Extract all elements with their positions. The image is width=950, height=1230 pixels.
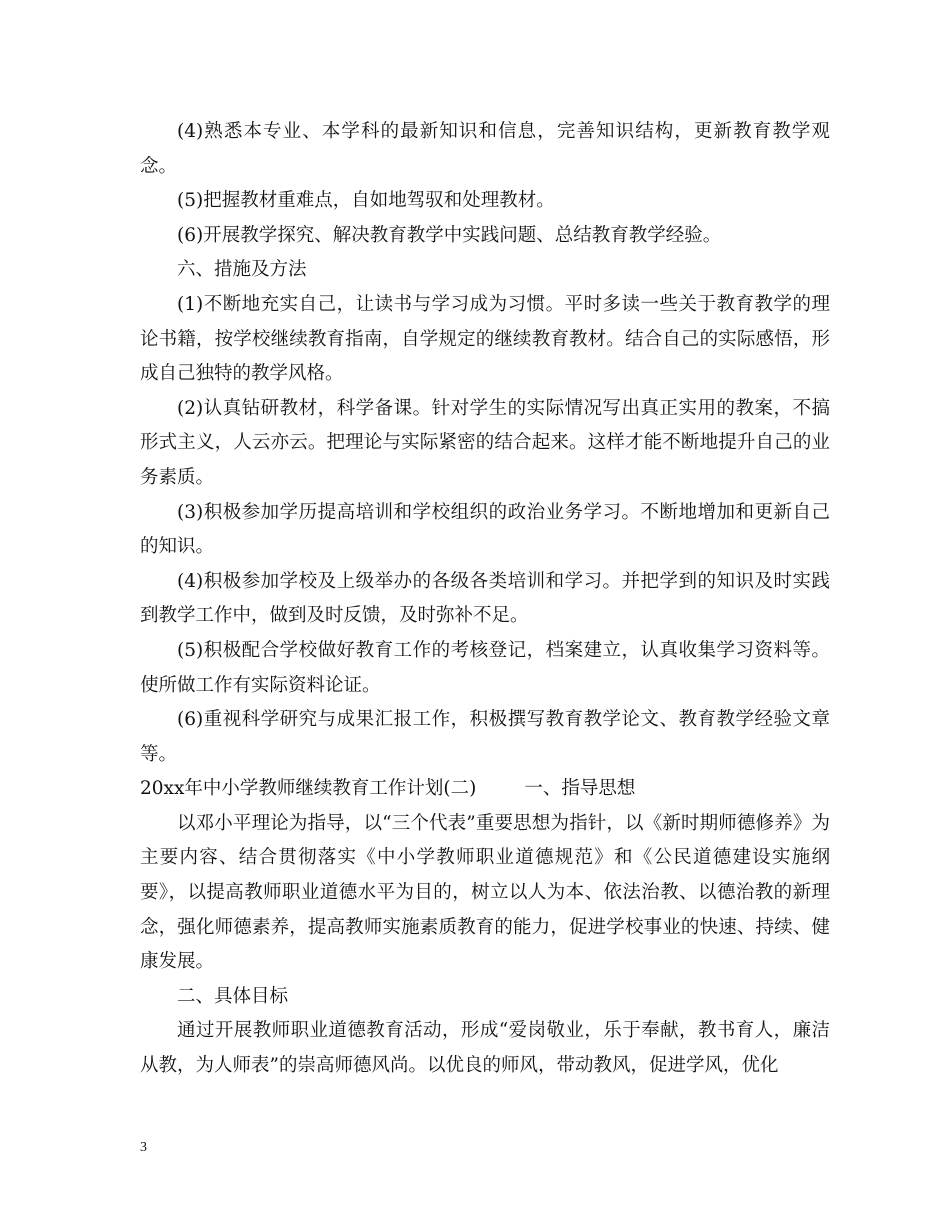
measure-6: (6)重视科学研究与成果汇报工作，积极撰写教育教学论文、教育教学经验文章等。 xyxy=(140,709,830,765)
goals-paragraph: 通过开展教师职业道德教育活动，形成“爱岗敬业，乐于奉献，教书育人，廉洁从教，为人师表”的崇高师德风尚。以优良的师风，带动教风，促进学风，优化 xyxy=(140,1020,830,1077)
measure-3: (3)积极参加学历提高培训和学校组织的政治业务学习。不断地增加和更新自己的知识。 xyxy=(140,501,830,558)
section-heading-measures: 六、措施及方法 xyxy=(177,259,307,281)
plan-title: 20xx年中小学教师继续教育工作计划(二) xyxy=(140,778,477,800)
measure-1: (1)不断地充实自己，让读书与学习成为习惯。平时多读一些关于教育教学的理论书籍，按学校继续教育指南，自学规定的继续教育教材。结合自己的实际感悟，形成自己独特的教学风格。 xyxy=(140,293,830,385)
section-heading-goals: 二、具体目标 xyxy=(177,985,289,1007)
plan-title-line xyxy=(140,772,830,807)
measure-2: (2)认真钻研教材，科学备课。针对学生的实际情况写出真正实用的教案，不搞形式主义，人云亦云。把理论与实际紧密的结合起来。这样才能不断地提升自己的业务素质。 xyxy=(140,397,830,488)
page-number: 3 xyxy=(140,1140,147,1155)
measure-4: (4)积极参加学校及上级举办的各级各类培训和学习。并把学到的知识及时实践到教学工作中，做到及时反馈，及时弥补不足。 xyxy=(140,570,830,627)
measure-5: (5)积极配合学校做好教育工作的考核登记，档案建立，认真收集学习资料等。使所做工作有实际资料论证。 xyxy=(140,639,830,696)
document-body xyxy=(140,115,830,1084)
guiding-ideology-paragraph: 以邓小平理论为指导，以“三个代表”重要思想为指针，以《新时期师德修养》为主要内容、结合贯彻落实《中小学教师职业道德规范》和《公民道德建设实施纲要》，以提高教师职业道德水平为目的，树立以人为本、依法治教、以德治教的新理念，强化师德素养，提高教师实施素质教育的能力，促进学校事业的快速、持续、健康发展。 xyxy=(140,812,830,973)
section-heading-guiding-ideology: 一、指导思想 xyxy=(524,778,636,800)
paragraph-6: (6)开展教学探究、解决教育教学中实践问题、总结教育教学经验。 xyxy=(177,224,722,246)
paragraph-5: (5)把握教材重难点，自如地驾驭和处理教材。 xyxy=(177,190,555,212)
paragraph-4: (4)熟悉本专业、本学科的最新知识和信息，完善知识结构，更新教育教学观念。 xyxy=(140,121,830,177)
